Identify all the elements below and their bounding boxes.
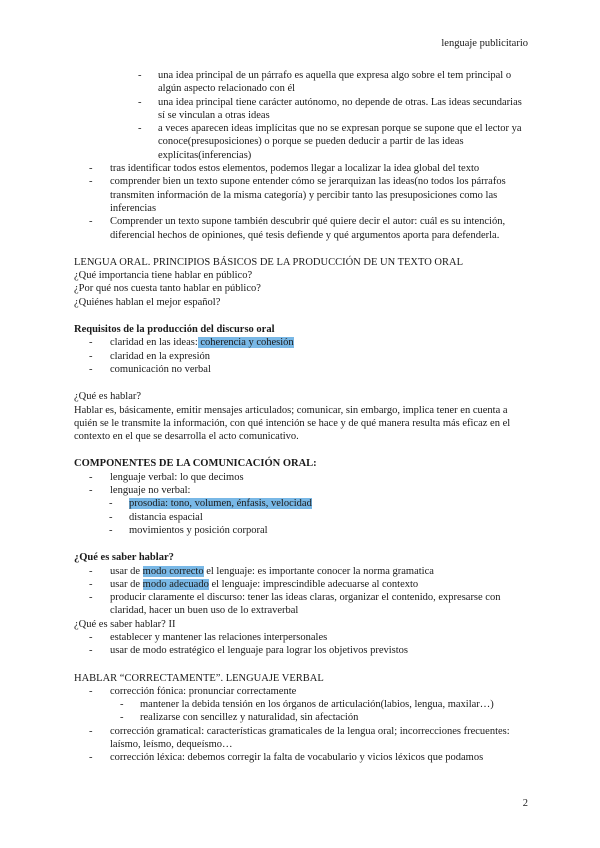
oral-heading: LENGUA ORAL. PRINCIPIOS BÁSICOS DE LA PRODUCCIÓN DE UN TEXTO ORAL — [74, 256, 464, 268]
saber-heading: ¿Qué es saber hablar? — [74, 552, 174, 564]
running-header: lenguaje publicitario — [441, 38, 528, 49]
item-text: usar de — [110, 565, 143, 577]
list-item — [110, 578, 530, 591]
list-item — [110, 484, 530, 537]
intro-list — [74, 162, 530, 242]
list-item: - corrección léxica: debemos corregir la falta de vocabulario y vicios léxicos que podamos — [110, 751, 530, 764]
requisitos-list — [74, 336, 530, 376]
list-item — [110, 336, 530, 349]
list-item: - tras identificar todos estos elementos, podemos llegar a localizar la idea global del texto — [110, 162, 530, 175]
list-item: - comunicación no verbal — [110, 363, 530, 376]
componentes-heading: COMPONENTES DE LA COMUNICACIÓN ORAL: — [74, 458, 317, 470]
correctamente-heading: HABLAR “CORRECTAMENTE”. LENGUAJE VERBAL — [74, 672, 324, 684]
saber-question-2: ¿Qué es saber hablar? II — [74, 618, 176, 630]
componentes-list — [74, 471, 530, 537]
item-text: claridad en las ideas: — [110, 337, 198, 349]
page-content — [74, 69, 530, 765]
page-number: 2 — [522, 798, 528, 809]
list-item — [110, 565, 530, 578]
item-text: el lenguaje: es importante conocer la norma gramatica — [203, 565, 434, 577]
item-text: usar de — [110, 578, 143, 590]
item-text: el lenguaje: imprescindible adecuarse al contexto — [208, 578, 419, 590]
list-item: - comprender bien un texto supone entender cómo se jerarquizan las ideas(no todos los párrafos transmiten información de la misma categoría) y percibir tanto las presuposiciones como las inferencias — [110, 175, 530, 215]
list-item: - mantener la debida tensión en los órganos de articulación(labios, lengua, maxilar…) — [140, 698, 530, 711]
noverbal-sublist — [110, 497, 530, 537]
list-item: - corrección gramatical: características gramaticales de la lengua oral; incorrecciones frecuentes: laísmo, leísmo, dequeísmo… — [110, 725, 530, 752]
highlighted-text: prosodia: tono, volumen, énfasis, velocidad — [129, 498, 312, 510]
highlighted-text: coherencia y cohesión — [197, 337, 294, 349]
correctamente-list — [74, 685, 530, 765]
list-item: - lenguaje verbal: lo que decimos — [110, 471, 530, 484]
list-item: - realizarse con sencillez y naturalidad, sin afectación — [140, 711, 530, 724]
highlighted-text: modo correcto — [142, 565, 204, 577]
oral-question: ¿Por qué nos cuesta tanto hablar en público? — [74, 283, 261, 295]
list-item: - establecer y mantener las relaciones interpersonales — [110, 631, 530, 644]
list-item: - distancia espacial — [129, 511, 530, 524]
item-text: lenguaje no verbal: — [110, 485, 191, 497]
hablar-question: ¿Qué es hablar? — [74, 391, 142, 403]
fonica-sublist — [110, 698, 530, 725]
saber-list-2 — [74, 631, 530, 658]
list-item: - movimientos y posición corporal — [129, 524, 530, 537]
list-item — [110, 685, 530, 725]
list-item: - a veces aparecen ideas implícitas que no se expresan porque se supone que el lector ya conoce(presuposiciones) o porque se pueden deducir a partir de las ideas explícitas(inferencias) — [158, 122, 530, 162]
hablar-paragraph: Hablar es, básicamente, emitir mensajes articulados; comunicar, sin embargo, implica tener en cuenta a quién se le transmite la información, con qué intención se hace y de qué manera resulta más eficaz en el contexto en el que se desarrolla el acto comunicativo. — [74, 404, 511, 443]
list-item: - Comprender un texto supone también descubrir qué quiere decir el autor: cuál es su intención, diferencial hechos de opiniones, qué tesis defiende y qué argumentos aporta para defenderla. — [110, 215, 530, 242]
requisitos-heading: Requisitos de la producción del discurso oral — [74, 324, 275, 336]
oral-question: ¿Qué importancia tiene hablar en público? — [74, 270, 253, 282]
list-item: - producir claramente el discurso: tener las ideas claras, organizar el contenido, expresarse con claridad, hacer un buen uso de lo extraverbal — [110, 591, 530, 618]
saber-list — [74, 565, 530, 618]
list-item: - una idea principal tiene carácter autónomo, no depende de otras. Las ideas secundarias sí se vinculan a otras ideas — [158, 96, 530, 123]
list-item: - una idea principal de un párrafo es aquella que expresa algo sobre el tem principal o algún aspecto relacionado con él — [158, 69, 530, 96]
list-item — [129, 497, 530, 510]
list-item: - claridad en la expresión — [110, 350, 530, 363]
item-text: corrección fónica: pronunciar correctamente — [110, 685, 297, 697]
intro-sublist — [74, 69, 530, 162]
highlighted-text: modo adecuado — [142, 578, 209, 590]
oral-question: ¿Quiénes hablan el mejor español? — [74, 296, 221, 308]
list-item: - usar de modo estratégico el lenguaje para lograr los objetivos previstos — [110, 644, 530, 657]
